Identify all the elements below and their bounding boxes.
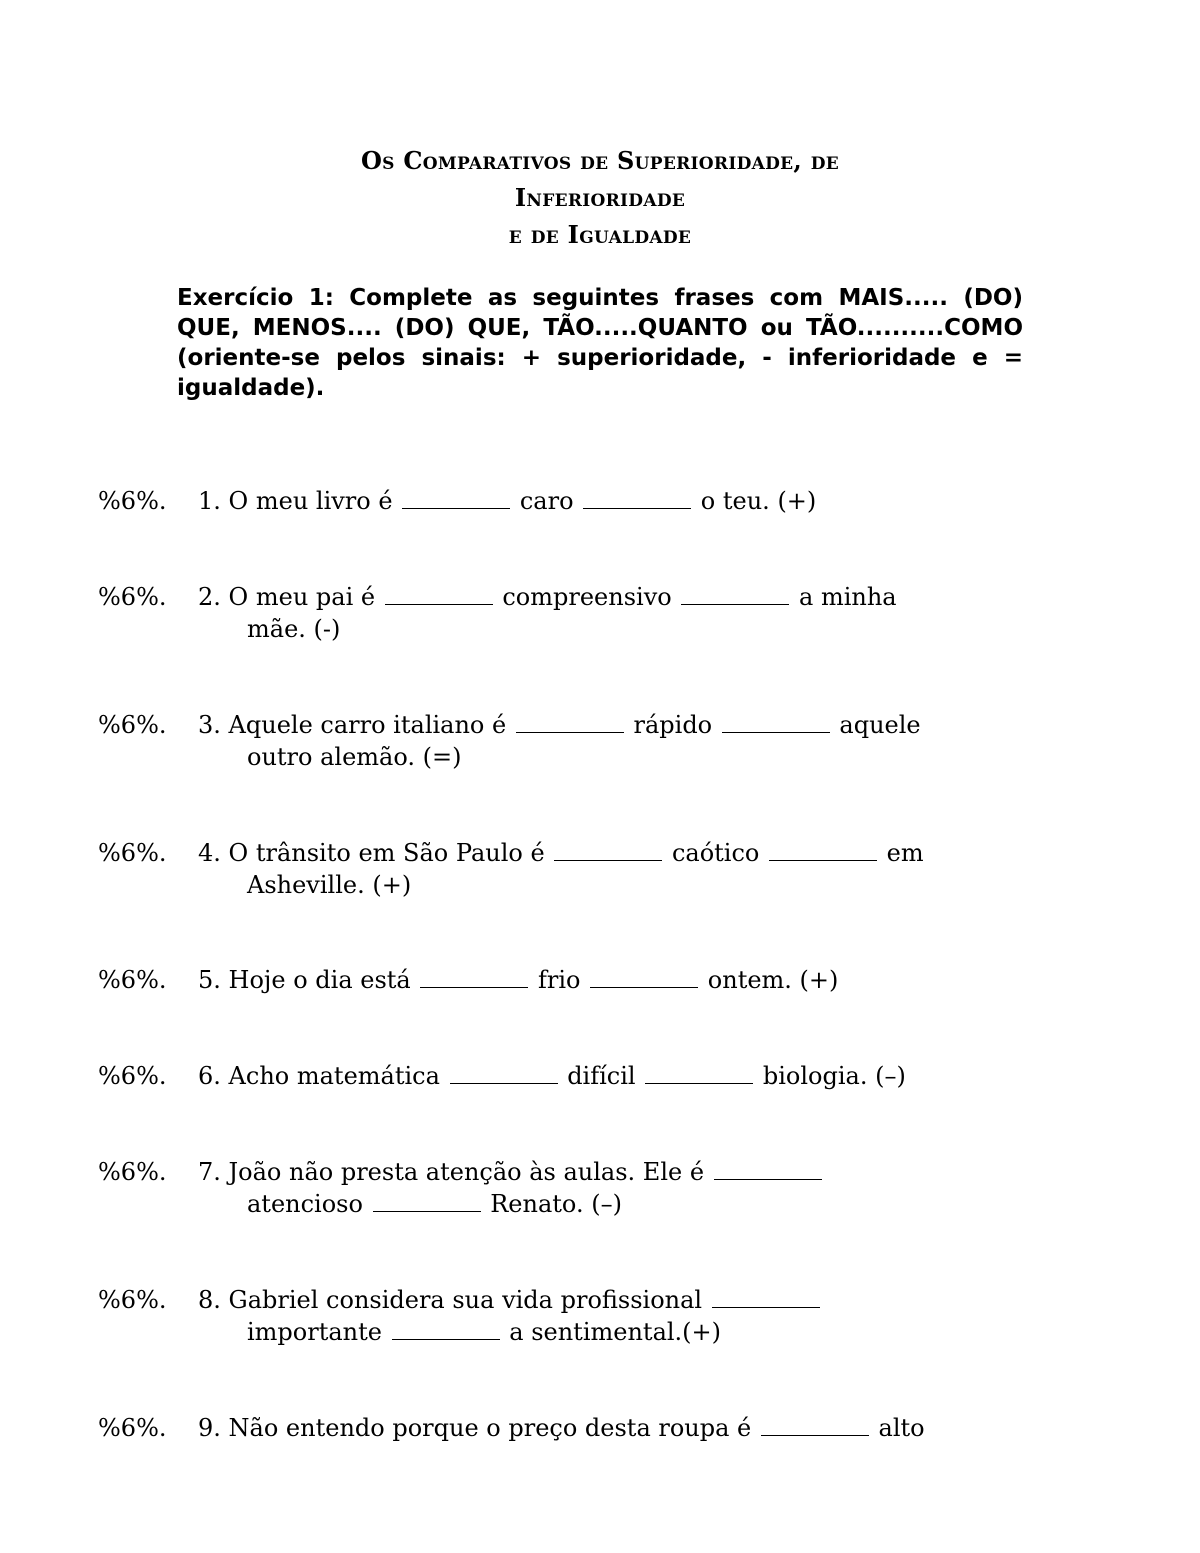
item-text: Acho matemática [228,1062,440,1090]
item-text: importante [247,1318,382,1346]
blank-line[interactable] [769,838,877,861]
item-text: Hoje o dia está [228,966,411,994]
item-marker: %6%. [98,1158,167,1186]
blank-line[interactable] [761,1413,869,1436]
item-text: Aquele carro italiano é [228,711,507,739]
exercise-item-4 [98,837,924,901]
exercise-item-6 [98,1060,906,1092]
item-marker: %6%. [98,839,167,867]
item-text: difícil [567,1062,636,1090]
item-text: mãe. (-) [247,615,341,643]
item-text: Renato. (–) [490,1190,622,1218]
title-line-3: e de Igualdade [508,220,692,249]
item-marker: %6%. [98,583,167,611]
item-number: 9. [198,1414,221,1442]
blank-line[interactable] [450,1061,558,1084]
item-number: 4. [198,839,221,867]
item-number: 3. [198,711,221,739]
item-number: 7. [198,1158,221,1186]
blank-line[interactable] [402,486,510,509]
item-text: Gabriel considera sua vida profissional [228,1286,703,1314]
blank-line[interactable] [681,582,789,605]
exercise-item-9 [98,1412,925,1444]
item-text: aquele [839,711,921,739]
item-marker: %6%. [98,711,167,739]
item-number: 1. [198,487,221,515]
blank-line[interactable] [714,1157,822,1180]
item-marker: %6%. [98,966,167,994]
blank-line[interactable] [392,1317,500,1340]
item-text: atencioso [247,1190,363,1218]
blank-line[interactable] [516,710,624,733]
item-text: O trânsito em São Paulo é [228,839,545,867]
item-text: João não presta atenção às aulas. Ele é [228,1158,705,1186]
item-text: em [886,839,924,867]
blank-line[interactable] [722,710,830,733]
blank-line[interactable] [373,1189,481,1212]
item-text: frio [538,966,581,994]
item-number: 2. [198,583,221,611]
item-text: a minha [799,583,897,611]
blank-line[interactable] [385,582,493,605]
exercise-item-3 [98,709,921,773]
item-number: 5. [198,966,221,994]
item-marker: %6%. [98,1286,167,1314]
item-number: 6. [198,1062,221,1090]
title-line-2: Inferioridade [514,183,686,212]
exercise-instructions: Exercício 1: Complete as seguintes frases com MAIS..... (DO) QUE, MENOS.... (DO) QUE, TÃO.....QUANTO ou TÃO..........COMO (oriente-se pelos sinais: + superioridade, - inferioridade e = igualdade). [177,285,1023,401]
item-marker: %6%. [98,487,167,515]
item-text: rápido [633,711,713,739]
item-marker: %6%. [98,1062,167,1090]
item-marker: %6%. [98,1414,167,1442]
exercise-item-8 [98,1284,822,1348]
page-title [0,142,1200,253]
item-text: O meu pai é [228,583,376,611]
item-text: a sentimental.(+) [509,1318,722,1346]
exercise-item-2 [98,581,897,645]
item-text: Asheville. (+) [247,871,412,899]
item-text: O meu livro é [228,487,393,515]
item-text: ontem. (+) [707,966,839,994]
item-number: 8. [198,1286,221,1314]
exercise-item-7 [98,1156,824,1220]
exercise-item-1 [98,485,816,517]
item-text: o teu. (+) [700,487,817,515]
blank-line[interactable] [583,486,691,509]
blank-line[interactable] [712,1285,820,1308]
item-text: caro [519,487,574,515]
blank-line[interactable] [590,965,698,988]
blank-line[interactable] [645,1061,753,1084]
item-text: caótico [671,839,760,867]
item-text: alto [878,1414,925,1442]
title-line-1: Os Comparativos de Superioridade, de [360,146,840,175]
item-text: compreensivo [502,583,672,611]
blank-line[interactable] [554,838,662,861]
exercise-item-5 [98,964,838,996]
item-text: outro alemão. (=) [247,743,462,771]
item-text: Não entendo porque o preço desta roupa é [228,1414,752,1442]
item-text: biologia. (–) [762,1062,906,1090]
blank-line[interactable] [420,965,528,988]
